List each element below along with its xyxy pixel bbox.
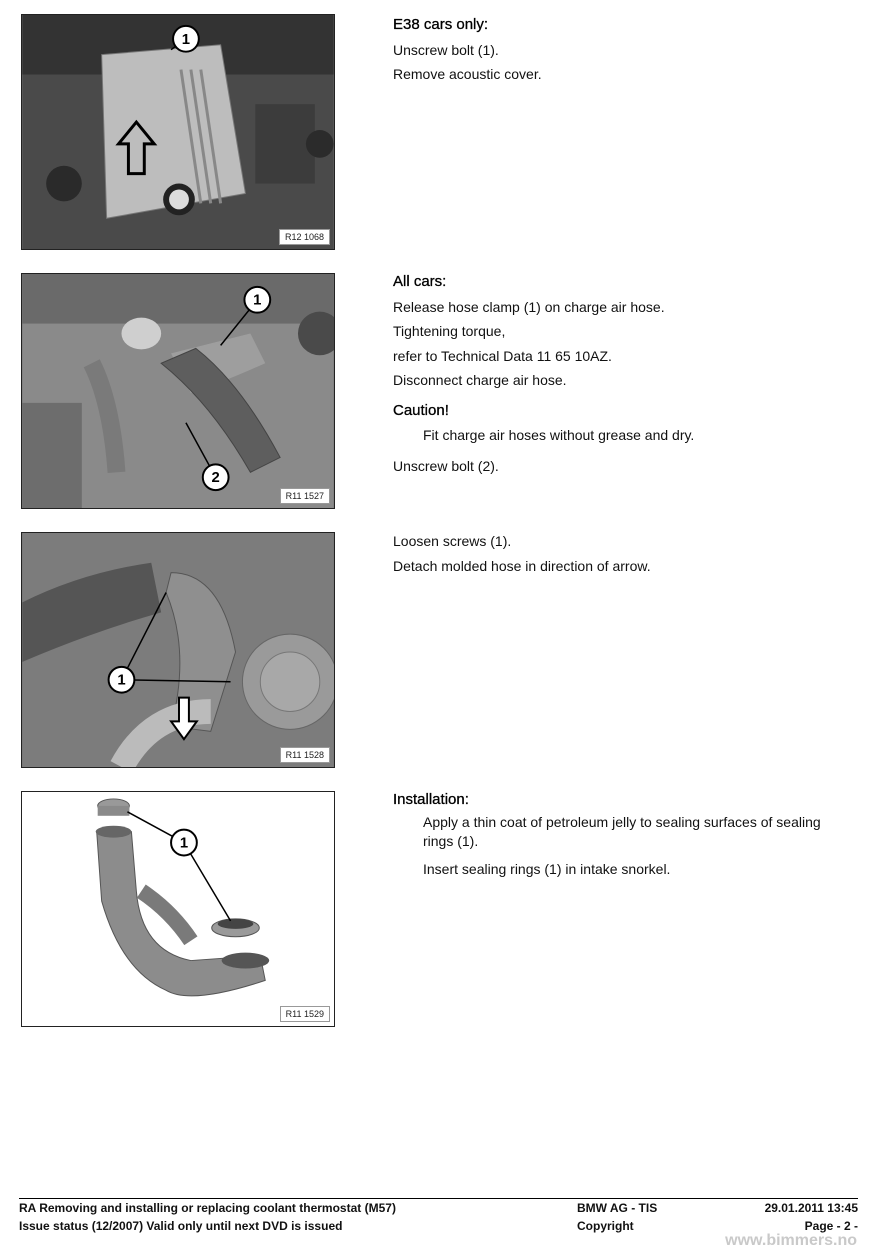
figure-molded-hose bbox=[21, 532, 335, 768]
intake-snorkel-illustration bbox=[22, 792, 334, 1026]
footer-title: RA Removing and installing or replacing coolant thermostat (M57) bbox=[19, 1201, 396, 1215]
figure-label: R12 1068 bbox=[279, 229, 330, 245]
figure-charge-air-hose bbox=[21, 273, 335, 509]
step-line: Disconnect charge air hose. bbox=[393, 372, 567, 388]
step-line: Insert sealing rings (1) in intake snorkel. bbox=[423, 860, 671, 877]
step-line: Tightening torque, bbox=[393, 323, 506, 339]
engine-cover-illustration bbox=[22, 15, 334, 249]
step-line: Apply a thin coat of petroleum jelly to sealing surfaces of sealing rings (1). bbox=[423, 813, 821, 849]
figure-label: R11 1529 bbox=[280, 1006, 330, 1022]
footer-copyright: Copyright bbox=[577, 1219, 634, 1233]
molded-hose-illustration bbox=[22, 533, 334, 767]
step-heading: All cars: bbox=[393, 273, 447, 290]
step-line: refer to Technical Data 11 65 10AZ. bbox=[393, 347, 612, 364]
footer-page: Page - 2 - bbox=[804, 1219, 858, 1233]
figure-intake-snorkel bbox=[21, 791, 335, 1027]
figure-engine-cover bbox=[21, 14, 335, 250]
callout-1: 1 bbox=[179, 835, 189, 852]
caution-text: Fit charge air hoses without grease and dry. bbox=[423, 427, 695, 443]
footer-datetime: 29.01.2011 13:45 bbox=[764, 1201, 858, 1215]
step-line: Detach molded hose in direction of arrow. bbox=[393, 557, 651, 574]
page-footer bbox=[19, 1198, 858, 1235]
step-text bbox=[393, 529, 843, 578]
charge-air-hose-illustration bbox=[22, 274, 334, 508]
step-line: Release hose clamp (1) on charge air hose. bbox=[393, 298, 665, 315]
step-line: Unscrew bolt (2). bbox=[393, 457, 499, 474]
callout-1: 1 bbox=[253, 292, 262, 309]
callout-1: 1 bbox=[117, 672, 126, 689]
step-line: Unscrew bolt (1). bbox=[393, 41, 499, 58]
step-text bbox=[393, 13, 843, 87]
callout-1: 1 bbox=[181, 31, 191, 48]
watermark: www.bimmers.no bbox=[725, 1232, 857, 1249]
figure-label: R11 1527 bbox=[280, 488, 330, 504]
caution-heading: Caution! bbox=[393, 401, 449, 419]
step-heading: E38 cars only: bbox=[393, 16, 489, 33]
figure-label: R11 1528 bbox=[280, 747, 330, 763]
footer-issue: Issue status (12/2007) Valid only until next DVD is issued bbox=[19, 1219, 343, 1233]
step-text bbox=[393, 788, 843, 881]
step-line: Loosen screws (1). bbox=[393, 533, 512, 549]
footer-publisher: BMW AG - TIS bbox=[577, 1201, 658, 1215]
step-heading: Installation: bbox=[393, 791, 469, 808]
callout-2: 2 bbox=[211, 470, 220, 487]
step-text bbox=[393, 270, 843, 478]
step-line: Remove acoustic cover. bbox=[393, 66, 542, 82]
